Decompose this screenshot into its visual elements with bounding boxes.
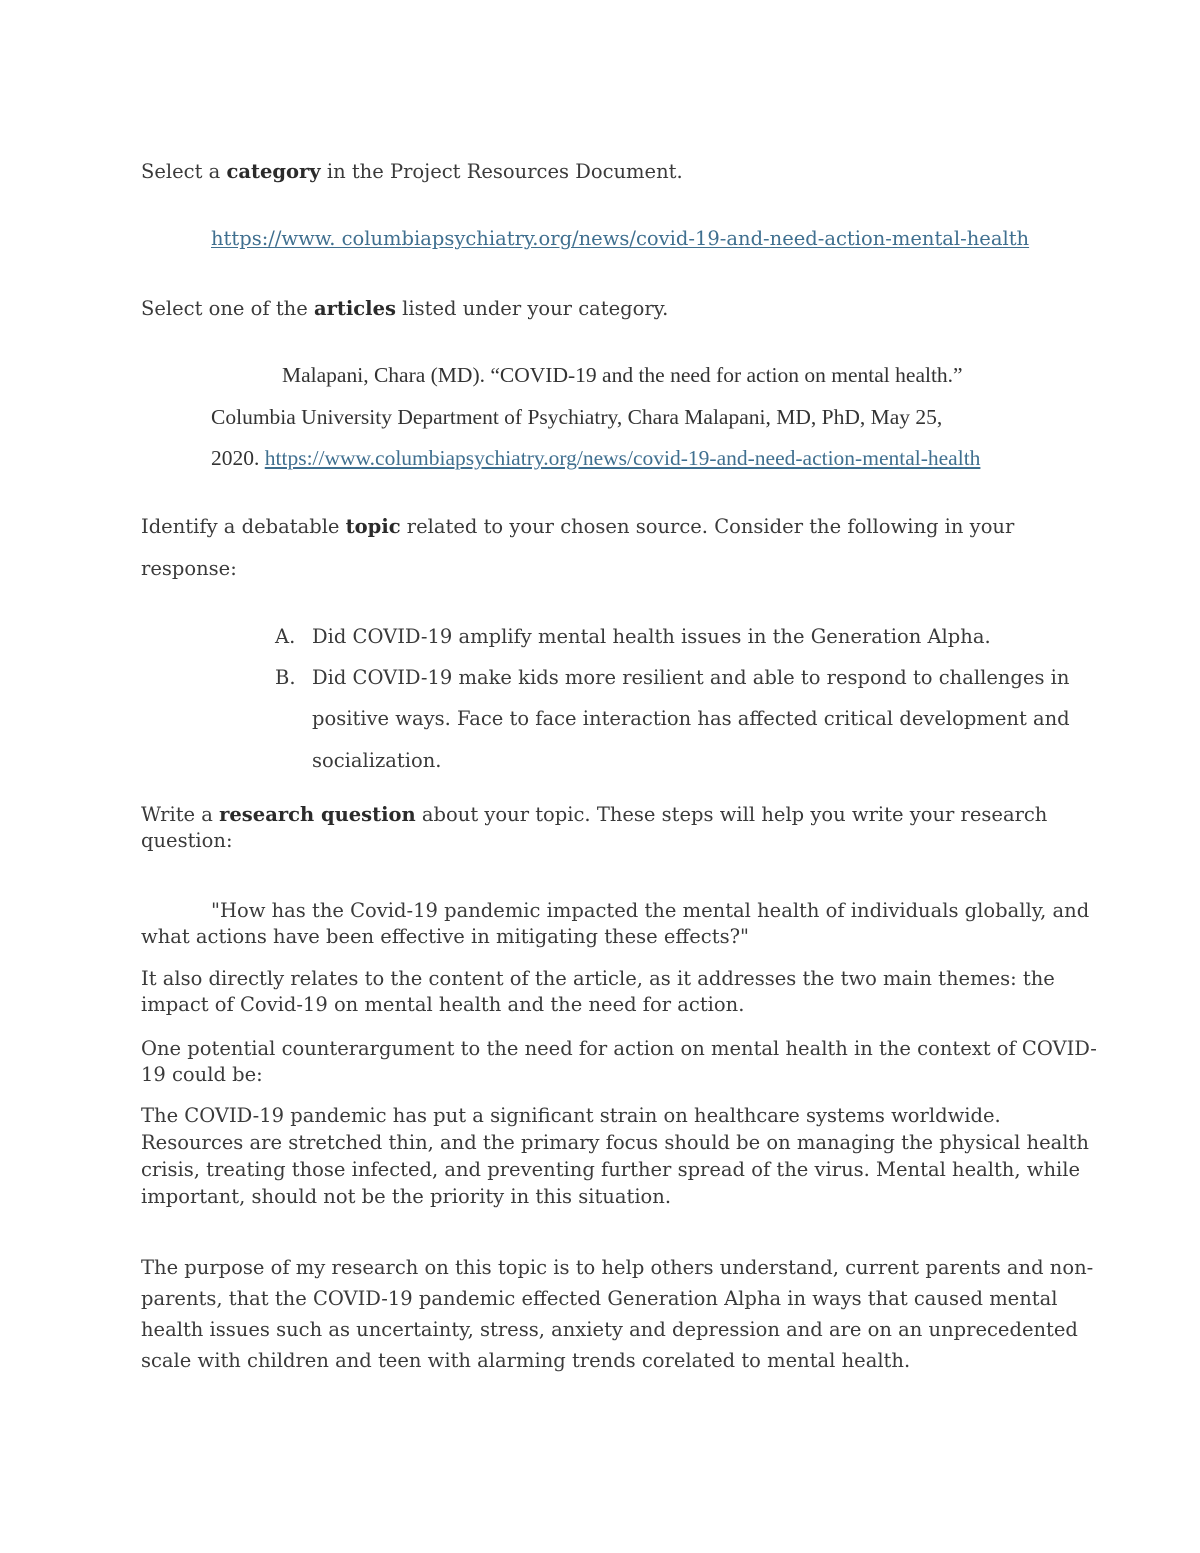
- step-rq-suffix: about your topic. These steps will help you write your research: [415, 803, 1048, 826]
- list-item-line: Did COVID-19 make kids more resilient and able to respond to challenges in: [312, 666, 1070, 689]
- citation-link[interactable]: https://www.columbiapsychiatry.org/news/covid-19-and-need-action-mental-health: [264, 446, 981, 470]
- research-question-line-1: "How has the Covid-19 pandemic impacted the mental health of individuals globally, and: [211, 899, 1090, 922]
- purpose-line: parents, that the COVID-19 pandemic effected Generation Alpha in ways that caused mental: [141, 1287, 1058, 1310]
- step-rq-prefix: Write a: [141, 803, 220, 826]
- step-articles-prefix: Select one of the: [141, 297, 314, 320]
- counterargument-line: Resources are stretched thin, and the primary focus should be on managing the physical health: [141, 1131, 1089, 1154]
- step-articles: [141, 297, 668, 320]
- category-link-line: [211, 227, 1029, 250]
- step-category: [141, 160, 683, 183]
- step-rq-line-2: question:: [141, 829, 233, 852]
- step-category-prefix: Select a: [141, 160, 227, 183]
- list-marker: A.: [275, 625, 296, 648]
- step-category-suffix: in the Project Resources Document.: [320, 160, 683, 183]
- purpose-line: scale with children and teen with alarming trends corelated to mental health.: [141, 1349, 911, 1372]
- counter-intro-line-2: 19 could be:: [141, 1063, 263, 1086]
- step-topic-line-2: response:: [141, 557, 237, 580]
- step-articles-bold: articles: [313, 297, 396, 320]
- citation-line-2: Columbia University Department of Psychiatry, Chara Malapani, MD, PhD, May 25,: [211, 405, 943, 429]
- step-topic-suffix: related to your chosen source. Consider the following in your: [400, 515, 1015, 538]
- counterargument-line: The COVID-19 pandemic has put a significant strain on healthcare systems worldwide.: [141, 1104, 1001, 1127]
- purpose-line: The purpose of my research on this topic is to help others understand, current parents and non-: [141, 1256, 1094, 1279]
- relation-line-2: impact of Covid-19 on mental health and the need for action.: [141, 993, 745, 1016]
- list-item-line: socialization.: [312, 749, 442, 772]
- step-topic-bold: topic: [345, 515, 401, 538]
- relation-line-1: It also directly relates to the content of the article, as it addresses the two main themes: the: [141, 967, 1055, 990]
- list-item-line: positive ways. Face to face interaction has affected critical development and: [312, 707, 1070, 730]
- citation-line-1: Malapani, Chara (MD). “COVID-19 and the need for action on mental health.”: [282, 363, 963, 387]
- counter-intro-line-1: One potential counterargument to the need for action on mental health in the context of COVID-: [141, 1037, 1097, 1060]
- step-category-bold: category: [226, 160, 321, 183]
- counterargument-line: crisis, treating those infected, and preventing further spread of the virus. Mental health, while: [141, 1158, 1081, 1181]
- step-articles-suffix: listed under your category.: [395, 297, 669, 320]
- step-research-question: [141, 803, 1047, 826]
- citation-line-3: [211, 446, 980, 471]
- list-marker: B.: [275, 666, 296, 689]
- step-topic-prefix: Identify a debatable: [141, 515, 346, 538]
- purpose-line: health issues such as uncertainty, stress, anxiety and depression and are on an unprecedented: [141, 1318, 1078, 1341]
- step-rq-bold: research question: [219, 803, 416, 826]
- step-topic: [141, 515, 1014, 538]
- counterargument-line: important, should not be the priority in this situation.: [141, 1185, 672, 1208]
- citation-year: 2020.: [211, 446, 265, 470]
- category-link[interactable]: https://www. columbiapsychiatry.org/news/covid-19-and-need-action-mental-health: [211, 227, 1030, 250]
- research-question-line-2: what actions have been effective in mitigating these effects?": [141, 925, 749, 948]
- list-item-line: Did COVID-19 amplify mental health issues in the Generation Alpha.: [312, 625, 991, 648]
